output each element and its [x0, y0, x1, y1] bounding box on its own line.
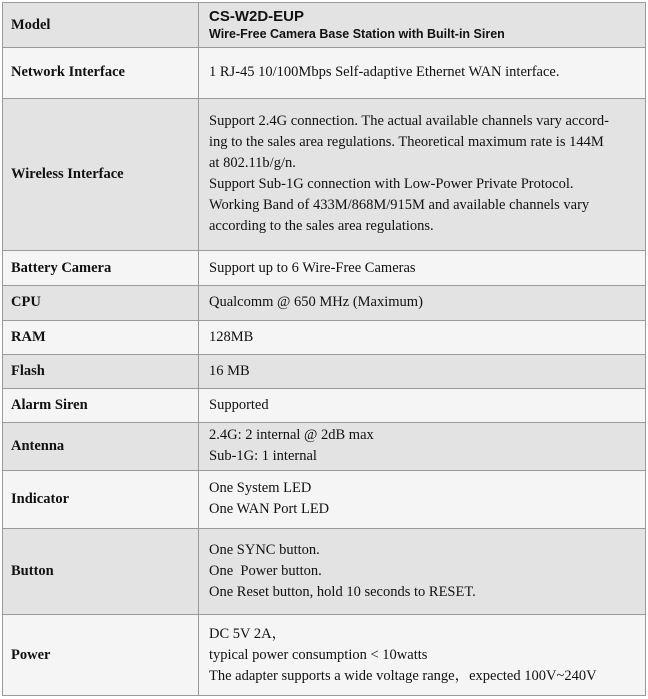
spec-value [199, 470, 646, 528]
spec-value [199, 615, 646, 696]
spec-label: CPU [3, 285, 199, 320]
spec-value-line: 128MB [209, 328, 254, 345]
spec-value-line: Support up to 6 Wire-Free Cameras [209, 259, 416, 276]
spec-value-line: Support Sub-1G connection with Low-Power Private Protocol. [209, 176, 574, 193]
spec-row-antenna [3, 423, 646, 470]
spec-value-line: DC 5V 2A， [209, 625, 287, 642]
spec-value [199, 320, 646, 354]
spec-label: Network Interface [3, 48, 199, 98]
spec-value-line: Supported [209, 397, 269, 414]
spec-row-button [3, 528, 646, 614]
spec-value [199, 389, 646, 423]
spec-value-line: at 802.11b/g/n. [209, 155, 296, 172]
spec-value-line: One Reset button, hold 10 seconds to RESET. [209, 584, 476, 601]
spec-label: Button [3, 528, 199, 614]
spec-value-line: One SYNC button. [209, 542, 320, 559]
model-name: CS-W2D-EUP [209, 8, 305, 26]
spec-value [199, 354, 646, 388]
spec-label: Antenna [3, 423, 199, 470]
spec-value-line: One System LED [209, 480, 312, 497]
spec-row-battery-camera [3, 251, 646, 285]
spec-row-indicator [3, 470, 646, 528]
spec-value [199, 251, 646, 285]
spec-row-network-interface [3, 48, 646, 98]
spec-value-line: 2.4G: 2 internal @ 2dB max [209, 427, 374, 444]
spec-value-line: Support 2.4G connection. The actual available channels vary accord- [209, 113, 609, 130]
spec-value-line: One Power button. [209, 563, 322, 580]
spec-row-flash [3, 354, 646, 388]
spec-value-line: The adapter supports a wide voltage range，expected 100V~240V [209, 667, 597, 684]
spec-value-line: typical power consumption < 10watts [209, 646, 428, 663]
spec-value-line: 16 MB [209, 363, 250, 380]
model-description: Wire-Free Camera Base Station with Built-in Siren [209, 27, 505, 42]
spec-label: Model [3, 3, 199, 48]
spec-value-line: Sub-1G: 1 internal [209, 448, 317, 465]
spec-label: Flash [3, 354, 199, 388]
spec-value [199, 528, 646, 614]
spec-value-line: One WAN Port LED [209, 501, 330, 518]
spec-label: Power [3, 615, 199, 696]
spec-value-line: Working Band of 433M/868M/915M and available channels vary [209, 197, 590, 214]
spec-value [199, 98, 646, 251]
spec-row-model [3, 3, 646, 48]
spec-value-line: 1 RJ-45 10/100Mbps Self-adaptive Ethernet WAN interface. [209, 64, 560, 81]
spec-value-line: according to the sales area regulations. [209, 218, 434, 235]
spec-row-ram [3, 320, 646, 354]
spec-value [199, 3, 646, 48]
spec-value-line: ing to the sales area regulations. Theoretical maximum rate is 144M [209, 134, 604, 151]
spec-value [199, 48, 646, 98]
spec-label: Indicator [3, 470, 199, 528]
spec-value-line: Qualcomm @ 650 MHz (Maximum) [209, 294, 423, 311]
spec-row-wireless-interface [3, 98, 646, 251]
spec-value [199, 423, 646, 470]
spec-label: RAM [3, 320, 199, 354]
spec-row-power [3, 615, 646, 696]
spec-table [2, 2, 646, 696]
spec-label: Wireless Interface [3, 98, 199, 251]
spec-label: Battery Camera [3, 251, 199, 285]
spec-value [199, 285, 646, 320]
spec-row-cpu [3, 285, 646, 320]
spec-row-alarm-siren [3, 389, 646, 423]
spec-label: Alarm Siren [3, 389, 199, 423]
